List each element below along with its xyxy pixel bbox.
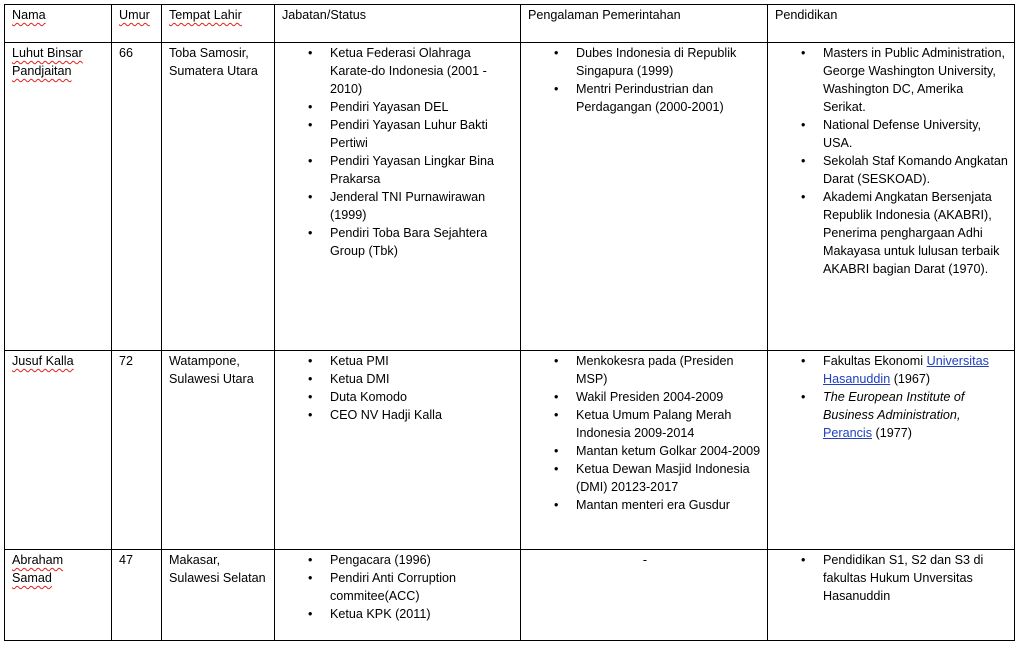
list-item: • Fakultas Ekonomi Universitas Hasanuddin (1967) xyxy=(823,352,1009,388)
table-row xyxy=(5,351,1015,550)
cell-umur: 47 xyxy=(112,550,162,641)
cell-pengalaman: - xyxy=(521,550,768,641)
list-item: • Pendiri Yayasan Lingkar Bina Prakarsa xyxy=(330,152,515,188)
list-item: • Ketua Umum Palang Merah Indonesia 2009-2014 xyxy=(576,406,762,442)
cell-jabatan xyxy=(275,351,521,550)
list-item: • Sekolah Staf Komando Angkatan Darat (SESKOAD). xyxy=(823,152,1009,188)
header-umur: Umur xyxy=(112,5,162,43)
list-item: • Jenderal TNI Purnawirawan (1999) xyxy=(330,188,515,224)
cell-pengalaman xyxy=(521,351,768,550)
cell-jabatan xyxy=(275,43,521,351)
table-row xyxy=(5,43,1015,351)
cell-pendidikan xyxy=(768,550,1015,641)
list-item: • Duta Komodo xyxy=(330,388,515,406)
cell-umur: 66 xyxy=(112,43,162,351)
list-item: • National Defense University, USA. xyxy=(823,116,1009,152)
list-item: • Pendiri Anti Corruption commitee(ACC) xyxy=(330,569,515,605)
list-item: • Mantan ketum Golkar 2004-2009 xyxy=(576,442,762,460)
list-item: • Pendiri Yayasan Luhur Bakti Pertiwi xyxy=(330,116,515,152)
list-item: • Pendidikan S1, S2 dan S3 di fakultas Hukum Unversitas Hasanuddin xyxy=(823,551,1009,605)
list-item: • Ketua PMI xyxy=(330,352,515,370)
cell-nama: Abraham Samad xyxy=(5,550,112,641)
perancis-link[interactable]: Perancis xyxy=(823,426,872,440)
cell-tempat: Watampone, Sulawesi Utara xyxy=(162,351,275,550)
table-row xyxy=(5,550,1015,641)
list-item: • Mentri Perindustrian dan Perdagangan (2000-2001) xyxy=(576,80,762,116)
header-pengalaman: Pengalaman Pemerintahan xyxy=(521,5,768,43)
list-item: • Ketua Dewan Masjid Indonesia (DMI) 20123-2017 xyxy=(576,460,762,496)
header-jabatan: Jabatan/Status xyxy=(275,5,521,43)
list-item: • Wakil Presiden 2004-2009 xyxy=(576,388,762,406)
header-row xyxy=(5,5,1015,43)
cell-pendidikan xyxy=(768,43,1015,351)
candidate-table xyxy=(4,4,1015,641)
cell-pendidikan xyxy=(768,351,1015,550)
header-tempat-lahir: Tempat Lahir xyxy=(162,5,275,43)
cell-jabatan xyxy=(275,550,521,641)
list-item: • Mantan menteri era Gusdur xyxy=(576,496,762,514)
list-item: • Pendiri Yayasan DEL xyxy=(330,98,515,116)
list-item: • Pengacara (1996) xyxy=(330,551,515,569)
cell-nama: Luhut Binsar Pandjaitan xyxy=(5,43,112,351)
list-item: • Pendiri Toba Bara Sejahtera Group (Tbk) xyxy=(330,224,515,260)
cell-pengalaman xyxy=(521,43,768,351)
list-item: • The European Institute of Business Administration, Perancis (1977) xyxy=(823,388,1009,442)
list-item: • Ketua DMI xyxy=(330,370,515,388)
list-item: • Masters in Public Administration, George Washington University, Washington DC, Amerika Serikat. xyxy=(823,44,1009,116)
list-item: • Akademi Angkatan Bersenjata Republik Indonesia (AKABRI), Penerima penghargaan Adhi Makayasa untuk lulusan terbaik AKABRI bagian Darat (1970). xyxy=(823,188,1009,278)
header-nama: Nama xyxy=(5,5,112,43)
cell-tempat: Toba Samosir, Sumatera Utara xyxy=(162,43,275,351)
header-pendidikan: Pendidikan xyxy=(768,5,1015,43)
list-item: • CEO NV Hadji Kalla xyxy=(330,406,515,424)
cell-nama: Jusuf Kalla xyxy=(5,351,112,550)
list-item: • Ketua Federasi Olahraga Karate-do Indonesia (2001 - 2010) xyxy=(330,44,515,98)
list-item: • Menkokesra pada (Presiden MSP) xyxy=(576,352,762,388)
cell-umur: 72 xyxy=(112,351,162,550)
cell-tempat: Makasar, Sulawesi Selatan xyxy=(162,550,275,641)
list-item: • Dubes Indonesia di Republik Singapura (1999) xyxy=(576,44,762,80)
universitas-hasanuddin-link[interactable]: Universitas Hasanuddin xyxy=(823,354,989,386)
list-item: • Ketua KPK (2011) xyxy=(330,605,515,623)
